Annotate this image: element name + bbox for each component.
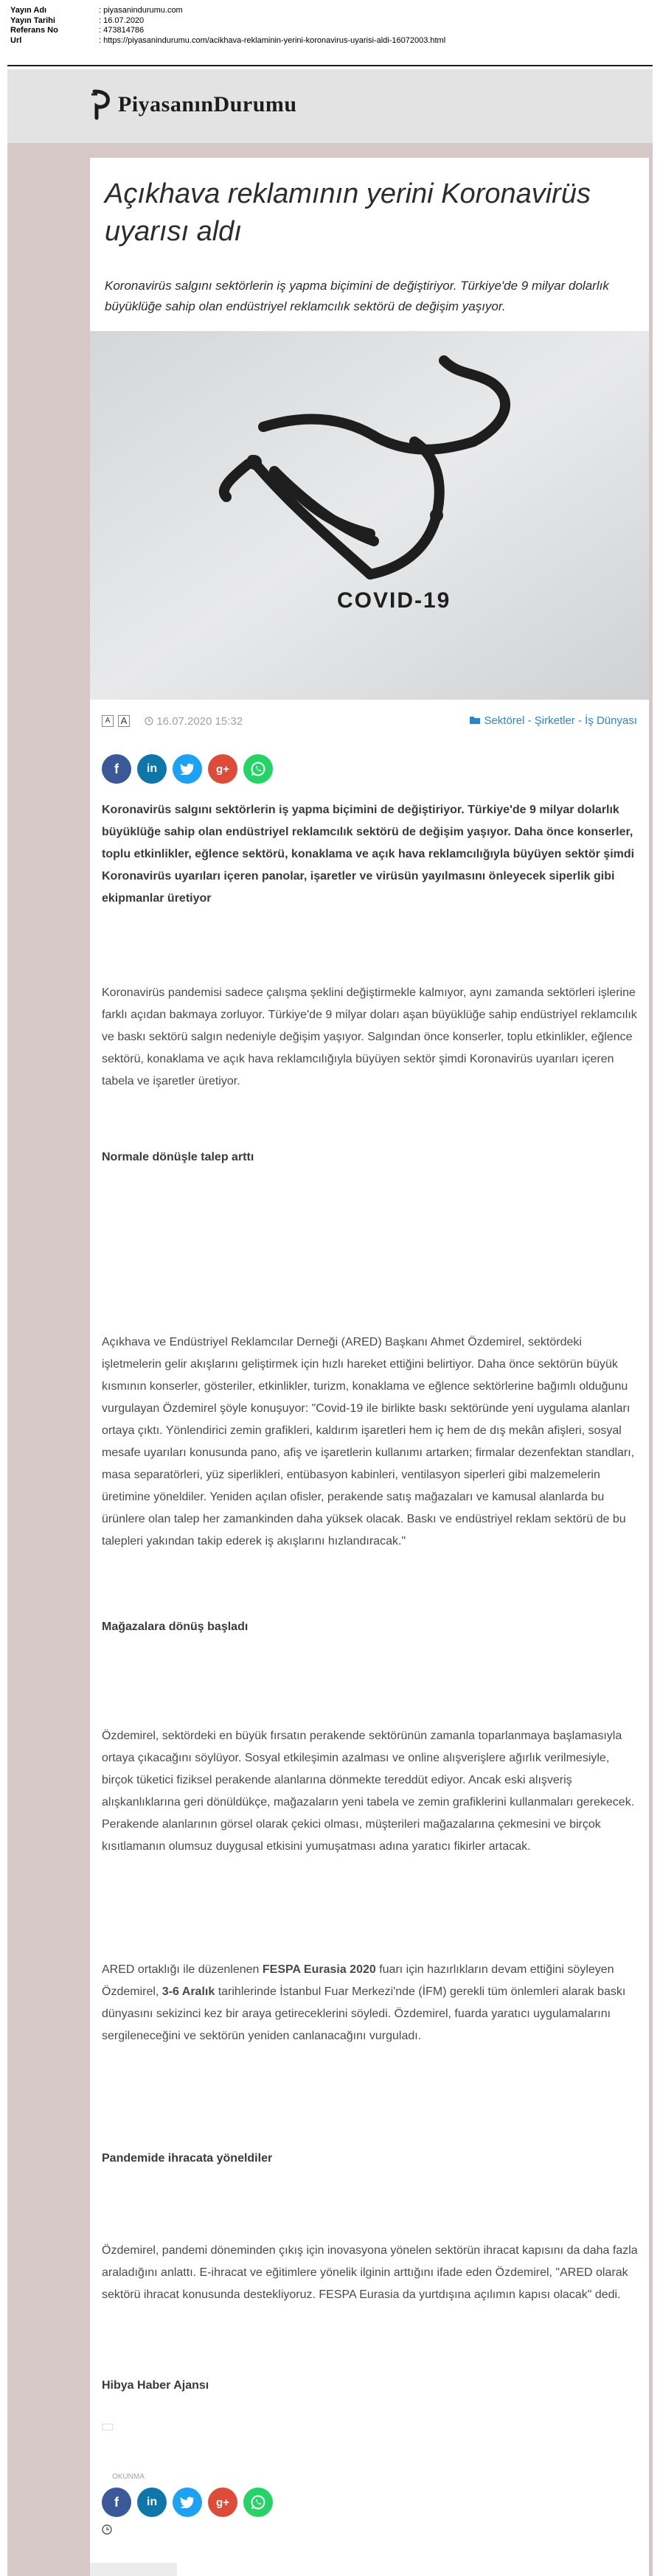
publish-date: [145, 715, 243, 728]
article-paragraph: Özdemirel, sektördeki en büyük fırsatın perakende sektörünün zamanla toparlanmaya başlamasıyla ortaya çıkacağını söylüyor. Sosyal etkileşimin azalması ve online alışverişlere ağırlık verilmesiyle, birçok tüketici fiziksel perakende alanlarına dönmekte tereddüt ediyor. Ancak eski alışveriş alışkanlıklarına geri dönüldükçe, mağazaların yeni tabela ve zemin grafiklerini kullanmaları gerekecek. Perakende alanlarının görsel olarak çekici olması, müşterileri mağazalarına çekmesini ve birçok kısıtlamanın olumsuz duygusal etkisini yumuşatması adına yaratıcı fikirler artacak.: [102, 1730, 635, 1853]
section-heading: Mağazalara dönüş başladı: [102, 1621, 249, 1633]
broken-image-icon: [102, 2423, 117, 2431]
clock-icon: [102, 2524, 112, 2535]
logo-mark-icon: [90, 88, 112, 121]
twitter-bird-icon: [180, 2496, 195, 2508]
article-title: Açıkhava reklamının yerini Koronavirüs uyarısı aldı: [105, 178, 591, 247]
meta-key: Yayın Tarihi: [10, 15, 55, 25]
footer-tab: [90, 2563, 177, 2576]
whatsapp-icon[interactable]: [243, 754, 273, 784]
twitter-icon[interactable]: [173, 2488, 202, 2517]
source-image-placeholder: [102, 2421, 117, 2429]
article-paragraph: Özdemirel, pandemi döneminden çıkış için inovasyona yönelen sektörün ihracat kapısını da daha fazla araladığını anlattı. E-ihracat ve eğitimlere yönelik ilginin arttığını ifade eden Özdemirel, "ARED olarak sektörü ihracat konusunda destekliyoruz. FESPA Eurasia da yurtdışına açılımın kapısı olacak" dedi.: [102, 2244, 638, 2301]
article-paragraph: Koronavirüs pandemisi sadece çalışma şeklini değiştirmekle kalmıyor, aynı zamanda sektörleri işlerine farklı açıdan bakmaya zorluyor. Türkiye'de 9 milyar doları aşan büyüklüğe sahip endüstriyel reklamcılık ve baskı sektörü salgın nedeniyle değişim yaşıyor. Salgından önce konserler, toplu etkinlikler, eğlence sektörü, konaklama ve açık hava reklamcılığıyla büyüyen sektör şimdi Koronavirüs uyarıları içeren tabela ve işaretler üretiyor.: [102, 986, 637, 1087]
font-increase-button[interactable]: A: [118, 715, 130, 727]
article-paragraph: Açıkhava ve Endüstriyel Reklamcılar Derneği (ARED) Başkanı Ahmet Özdemirel, sektördeki işletmelerin gelir akışlarını geliştirmek için hızlı hareket ettiğini belirtiyor. Daha önce sektörün büyük kısmının konserler, gösteriler, etkinlikler, turizm, konaklama ve eğlence sektörlerine bağımlı olduğunu vurgulayan Özdemirel şöyle konuşuyor: "Covid-19 ile birlikte baskı sektöründe yeni uygulama alanları ortaya çıktı. Yönlendirici zemin grafikleri, kaldırım işaretleri hem iç hem de dış mekân afişleri, sosyal mesafe uyarıları konusunda pano, afiş ve işaretlerin kullanımı artarken; firmalar dezenfektan standları, masa separatörleri, yüz siperlikleri, entübasyon kabinleri, ventilasyon siperleri gibi malzemelerin üretimine yöneldiler. Yeniden açılan ofisler, perakende satış mağazaları ve kamusal alanlarda bu ürünlere olan talep her zamankinden daha yüksek olacak. Baskı ve endüstriyel reklam sektörü de bu talepleri yakından takip ederek iş akışlarını hızlandıracak.": [102, 1336, 635, 1548]
category-text: Sektörel - Şirketler - İş Dünyası: [484, 714, 637, 727]
paragraph-text: fuarı için hazırlıkların devam ettiğini söyleyen Özdemirel,: [102, 1963, 614, 1998]
meta-row-reference: [10, 26, 445, 36]
hero-image: [90, 331, 649, 700]
section-heading: Normale dönüşle talep arttı: [102, 1151, 254, 1163]
meta-value: : 473814786: [99, 26, 145, 35]
font-decrease-button[interactable]: A: [102, 715, 114, 727]
bottom-clock: [102, 2524, 112, 2538]
meta-key: Url: [10, 35, 22, 45]
googleplus-icon[interactable]: g+: [208, 754, 237, 784]
share-bar-top: [102, 754, 273, 784]
meta-row-url: [10, 36, 445, 46]
article-source: Hibya Haber Ajansı: [102, 2379, 209, 2392]
facebook-icon[interactable]: f: [102, 754, 131, 784]
archive-meta: [10, 6, 445, 46]
mask-graffiti-image: [90, 331, 649, 700]
whatsapp-phone-icon: [250, 761, 266, 777]
event-name: FESPA Eurasia 2020: [262, 1963, 376, 1976]
meta-row-publication: [10, 6, 445, 16]
googleplus-icon[interactable]: g+: [208, 2488, 237, 2517]
meta-key: Referans No: [10, 26, 58, 35]
article-lead: Koronavirüs salgını sektörlerin iş yapma biçimini de değiştiriyor. Türkiye'de 9 milyar dolarlık büyüklüğe sahip olan endüstriyel reklamcılık sektörü de değişim yaşıyor. Daha önce konserler, toplu etkinlikler, eğlence sektörü, konaklama ve açık hava reklamcılığıyla büyüyen sektör şimdi Koronavirüs uyarıları içeren panolar, işaretler ve virüsün yayılmasını önleyecek siperlik gibi ekipmanlar üretiyor: [102, 804, 635, 905]
divider: [7, 65, 653, 66]
event-dates: 3-6 Aralık: [161, 1985, 215, 1998]
meta-value[interactable]: : https://piyasanindurumu.com/acikhava-reklaminin-yerini-koronavirus-uyarisi-aldi-16072003.html: [99, 35, 446, 45]
covid-stencil-text: COVID-19: [337, 588, 451, 613]
clock-icon: [145, 717, 153, 725]
whatsapp-phone-icon: [250, 2494, 266, 2510]
linkedin-icon[interactable]: in: [137, 2488, 167, 2517]
read-count-label: OKUNMA: [112, 2473, 145, 2481]
linkedin-icon[interactable]: in: [137, 754, 167, 784]
publish-date-text: 16.07.2020 15:32: [156, 714, 243, 728]
whatsapp-icon[interactable]: [243, 2488, 273, 2517]
section-heading: Pandemide ihracata yöneldiler: [102, 2152, 273, 2165]
facebook-icon[interactable]: f: [102, 2488, 131, 2517]
site-name: PiyasanınDurumu: [118, 92, 297, 116]
meta-key: Yayın Adı: [10, 6, 47, 15]
category-link[interactable]: [469, 714, 637, 727]
twitter-bird-icon: [180, 763, 195, 775]
meta-value: : 16.07.2020: [99, 15, 145, 25]
folder-icon: [469, 715, 481, 725]
twitter-icon[interactable]: [173, 754, 202, 784]
article-toolbar: [102, 714, 640, 731]
meta-value: : piyasanindurumu.com: [99, 6, 183, 15]
article-summary: Koronavirüs salgını sektörlerin iş yapma biçimini de değiştiriyor. Türkiye'de 9 milyar dolarlık büyüklüğe sahip olan endüstriyel reklamcılık sektörü de değişim yaşıyor.: [105, 279, 609, 313]
paragraph-text: ARED ortaklığı ile düzenlenen: [102, 1963, 263, 1976]
article-paragraph: [102, 1959, 644, 2047]
meta-row-date: [10, 16, 445, 27]
site-logo[interactable]: [90, 88, 297, 121]
share-bar-bottom: [102, 2488, 273, 2517]
paragraph-text: tarihlerinde İstanbul Fuar Merkezi'nde (İFM) gerekli tüm önlemleri alarak baskı dünyasını sekizinci kez bir araya getireceklerini söyledi. Özdemirel, fuarda yaratıcı uygulamalarını sergileneceğini ve sektörün yeniden canlanacağını vurguladı.: [102, 1985, 626, 2042]
article-container: [90, 158, 649, 2576]
